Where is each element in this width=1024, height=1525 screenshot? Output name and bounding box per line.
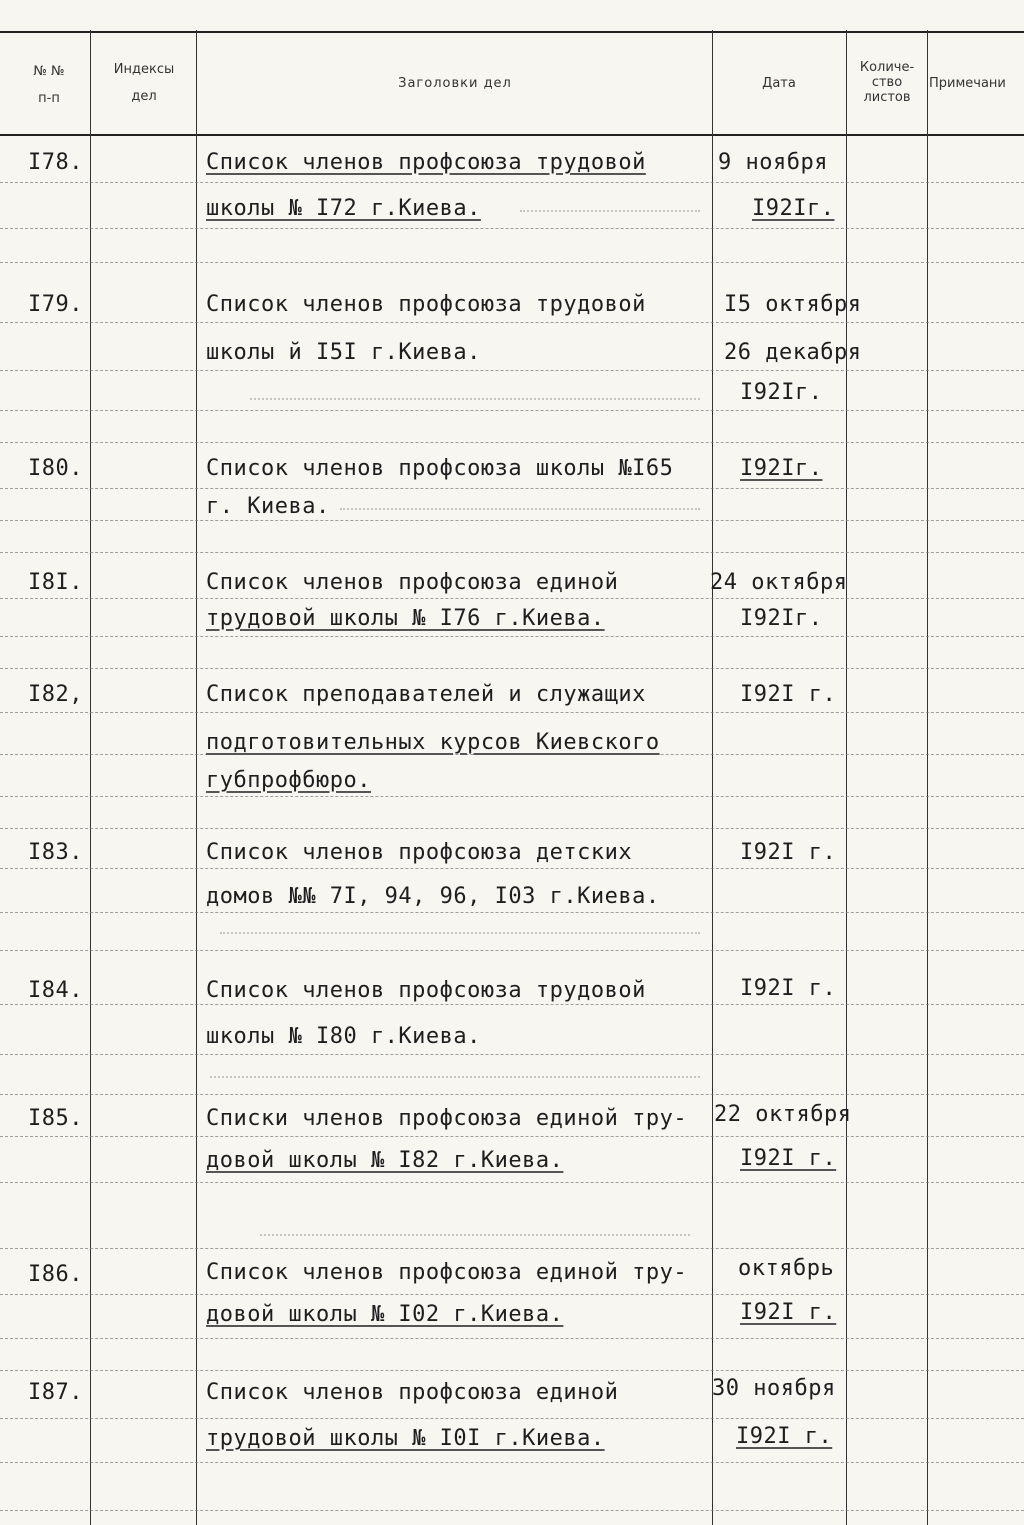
header-sheets-line2: ство — [871, 75, 903, 90]
row-rule — [0, 520, 1024, 521]
column-divider — [196, 30, 197, 1525]
row-date-line: I92Iг. — [740, 380, 823, 405]
row-title-line: школы № I72 г.Киева. — [206, 196, 481, 221]
row-date-line: I92I г. — [740, 1300, 837, 1325]
row-rule — [0, 488, 1024, 489]
row-number: I83. — [28, 840, 83, 865]
header-sheets-line1: Количе- — [859, 60, 915, 75]
paper-smudge — [250, 398, 700, 406]
row-rule — [0, 182, 1024, 183]
row-title-line: Список членов профсоюза трудовой — [206, 978, 646, 1003]
row-title-line: Список членов профсоюза трудовой — [206, 292, 646, 317]
row-rule — [0, 410, 1024, 411]
row-title-line: г. Киева. — [206, 494, 330, 519]
row-date-line: I92Iг. — [752, 196, 835, 221]
row-title-line: Список членов профсоюза единой — [206, 570, 619, 595]
row-date-line: I92I г. — [740, 682, 837, 707]
row-rule — [0, 1370, 1024, 1371]
row-rule — [0, 1338, 1024, 1339]
header-number-line2: п-п — [38, 91, 60, 106]
row-title-line: Список членов профсоюза единой — [206, 1380, 619, 1405]
header-date-text: Дата — [762, 76, 796, 91]
row-title-line: Список преподавателей и служащих — [206, 682, 646, 707]
row-rule — [0, 1248, 1024, 1249]
row-title-line: трудовой школы № I0I г.Киева. — [206, 1426, 605, 1451]
row-rule — [0, 442, 1024, 443]
row-rule — [0, 1294, 1024, 1295]
header-number — [14, 64, 84, 106]
row-rule — [0, 712, 1024, 713]
row-title-line: довой школы № I02 г.Киева. — [206, 1302, 564, 1327]
row-rule — [0, 1462, 1024, 1463]
row-rule — [0, 262, 1024, 263]
paper-smudge — [260, 1234, 690, 1242]
row-date-line: I92I г. — [740, 1146, 837, 1171]
paper-smudge — [220, 932, 700, 940]
header-titles-text: Заголовки дел — [398, 76, 512, 91]
row-rule — [0, 1182, 1024, 1183]
row-number: I84. — [28, 978, 83, 1003]
row-date-line: 24 октября — [710, 570, 848, 595]
row-rule — [0, 1004, 1024, 1005]
header-index — [94, 62, 194, 104]
row-rule — [0, 668, 1024, 669]
row-rule — [0, 912, 1024, 913]
row-rule — [0, 950, 1024, 951]
row-rule — [0, 636, 1024, 637]
header-titles — [200, 76, 710, 91]
row-date-line: I92I г. — [740, 976, 837, 1001]
row-number: I78. — [28, 150, 83, 175]
paper-smudge — [210, 1076, 700, 1084]
row-date-line: I92Iг. — [740, 606, 823, 631]
row-number: I86. — [28, 1262, 83, 1287]
row-title-line: довой школы № I82 г.Киева. — [206, 1148, 564, 1173]
row-title-line: домов №№ 7I, 94, 96, I03 г.Киева. — [206, 884, 660, 909]
row-title-line: трудовой школы № I76 г.Киева. — [206, 606, 605, 631]
row-number: I80. — [28, 456, 83, 481]
header-notes — [929, 76, 1024, 91]
header-notes-text: Примечани — [929, 76, 1006, 91]
header-number-line1: № № — [33, 64, 65, 79]
row-rule — [0, 1418, 1024, 1419]
row-rule — [0, 796, 1024, 797]
row-rule — [0, 552, 1024, 553]
row-rule — [0, 228, 1024, 229]
row-date-line: I92I г. — [740, 840, 837, 865]
column-divider — [90, 30, 91, 1525]
row-rule — [0, 868, 1024, 869]
row-number: I82, — [28, 682, 83, 707]
row-rule — [0, 1510, 1024, 1511]
row-rule — [0, 598, 1024, 599]
header-index-line2: дел — [131, 89, 157, 104]
row-date-line: 30 ноября — [712, 1376, 836, 1401]
header-index-line1: Индексы — [113, 62, 175, 77]
header-sheets — [848, 60, 926, 105]
row-title-line: подготовительных курсов Киевского — [206, 730, 660, 755]
row-rule — [0, 1054, 1024, 1055]
row-number: I85. — [28, 1106, 83, 1131]
column-divider — [712, 30, 713, 1525]
row-date-line: октябрь — [738, 1256, 835, 1281]
row-title-line: Список членов профсоюза единой тру- — [206, 1260, 688, 1285]
column-divider — [927, 30, 928, 1525]
row-rule — [0, 370, 1024, 371]
row-date-line: 26 декабря — [724, 340, 862, 365]
row-number: I87. — [28, 1380, 83, 1405]
row-date-line: 9 ноября — [718, 150, 828, 175]
row-date-line: 22 октября — [714, 1102, 852, 1127]
row-number: I79. — [28, 292, 83, 317]
row-rule — [0, 1094, 1024, 1095]
row-number: I8I. — [28, 570, 83, 595]
row-rule — [0, 1136, 1024, 1137]
header-sheets-line3: листов — [863, 90, 911, 105]
row-date-line: I92I г. — [736, 1424, 833, 1449]
row-rule — [0, 322, 1024, 323]
row-rule — [0, 828, 1024, 829]
row-date-line: I92Iг. — [740, 456, 823, 481]
table-top-rule — [0, 31, 1024, 33]
row-title-line: школы № I80 г.Киева. — [206, 1024, 481, 1049]
header-bottom-rule — [0, 134, 1024, 136]
row-date-line: I5 октября — [724, 292, 862, 317]
row-title-line: Список членов профсоюза детских — [206, 840, 633, 865]
row-title-line: Список членов профсоюза трудовой — [206, 150, 646, 175]
row-title-line: Списки членов профсоюза единой тру- — [206, 1106, 688, 1131]
row-title-line: школы й I5I г.Киева. — [206, 340, 481, 365]
row-title-line: губпрофбюро. — [206, 768, 371, 793]
header-date — [714, 76, 844, 91]
row-title-line: Список членов профсоюза школы №I65 — [206, 456, 674, 481]
